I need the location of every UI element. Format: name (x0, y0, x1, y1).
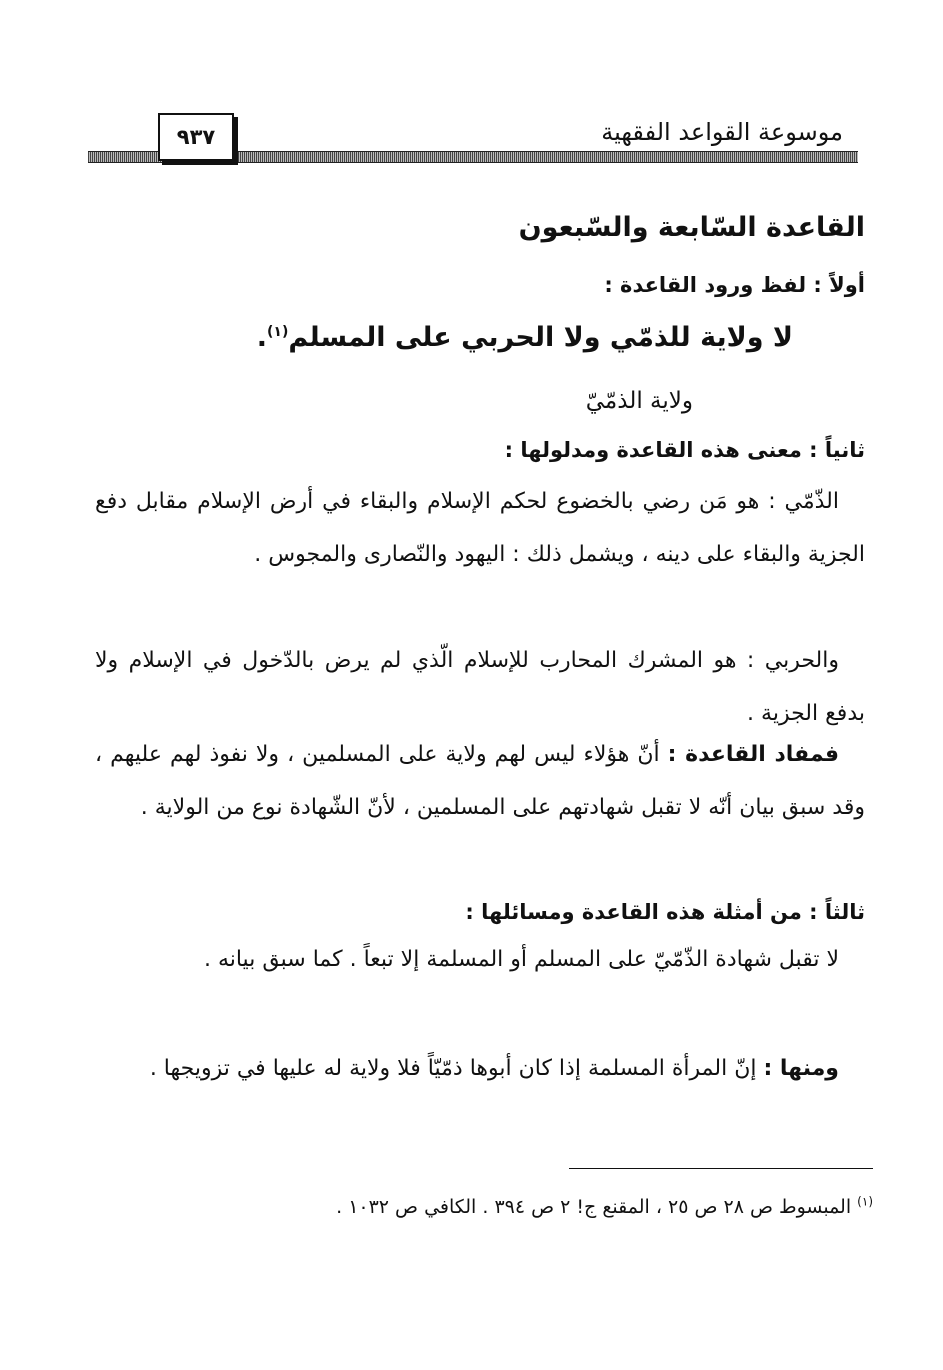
example-two (95, 1042, 865, 1095)
section-heading-second: ثانياً : معنى هذه القاعدة ومدلولها : (504, 438, 865, 462)
rule-meaning-label: فمفاد القاعدة : (667, 742, 839, 767)
example-two-text: إنّ المرأة المسلمة إذا كان أبوها ذمّيّاً فلا ولاية له عليها في تزويجها . (149, 1056, 757, 1081)
page-number: ٩٣٧ (158, 113, 234, 161)
section-heading-third: ثالثاً : من أمثلة هذه القاعدة ومسائلها : (465, 900, 865, 924)
rule-meaning-text: أنّ هؤلاء ليس لهم ولاية على المسلمين ، ولا نفوذ لهم عليهم ، وقد سبق بيان أنّه لا تقبل شهادتهم على المسلمين ، لأنّ الشّهادة نوع من الولاية . (95, 742, 865, 820)
footnote-divider (569, 1168, 873, 1169)
harbi-definition: والحربي : هو المشرك المحارب للإسلام الّذي لم يرض بالدّخول في الإسلام ولا بدفع الجزية . (95, 648, 865, 726)
book-title: موسوعة القواعد الفقهية (601, 118, 843, 146)
rule-text-end: . (256, 322, 267, 353)
footnote-marker: (١) (857, 1194, 873, 1209)
dhimmi-definition: الذّمّي : هو مَن رضي بالخضوع لحكم الإسلام والبقاء في أرض الإسلام مقابل دفع الجزية والبقاء على دينه ، ويشمل ذلك : اليهود والنّصارى والمجوس . (95, 489, 865, 567)
footnote-text: المبسوط ص ٢٨ ص ٢٥ ، المقنع ج! ٢ ص ٣٩٤ . الكافي ص ١٠٣٢ . (336, 1196, 852, 1218)
rule-meaning (95, 728, 865, 834)
rule-text-body: لا ولاية للذمّي ولا الحربي على المسلم (288, 322, 793, 353)
alternative-wording: ولاية الذمّيّ (585, 388, 693, 414)
footnote (120, 1192, 873, 1222)
rule-text (95, 318, 793, 358)
section-heading-first: أولاً : لفظ ورود القاعدة : (604, 273, 865, 297)
footnote-ref: (١) (267, 324, 289, 340)
example-two-label: ومنها : (763, 1056, 839, 1081)
rule-heading: القاعدة السّابعة والسّبعون (518, 212, 865, 243)
example-one: لا تقبل شهادة الذّمّيّ على المسلم أو المسلمة إلا تبعاً . كما سبق بيانه . (203, 947, 839, 972)
